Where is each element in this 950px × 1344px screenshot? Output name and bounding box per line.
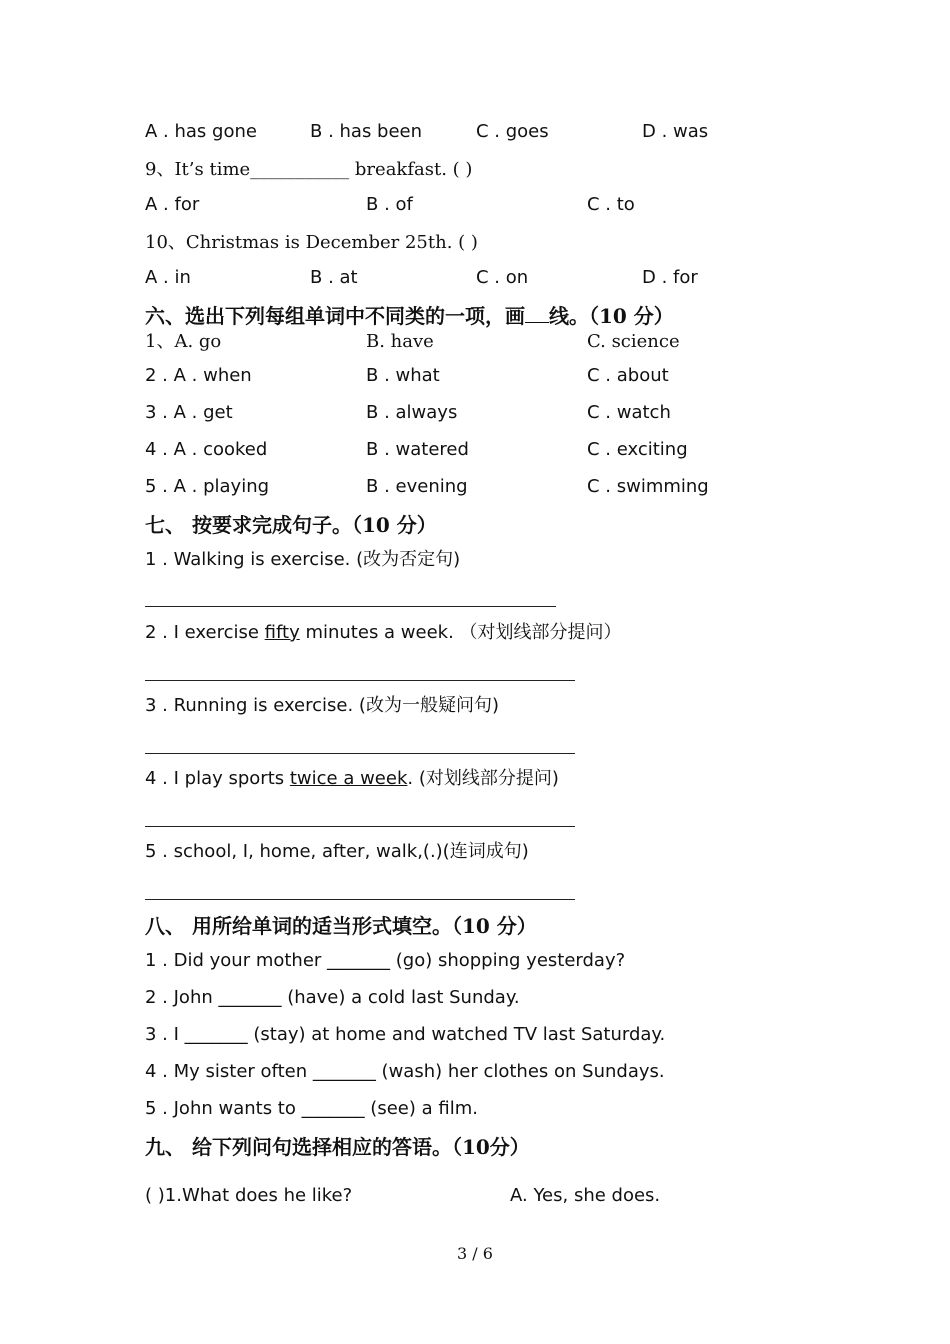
q9-option-b: B . of [366, 194, 413, 215]
q10-option-c: C . on [476, 267, 529, 288]
s6-row4-a: 4 . A . cooked [145, 439, 268, 460]
s6-row1-c: C. science [587, 331, 680, 352]
section-6-title: 六、选出下列每组单词中不同类的一项，画 线。（10 分） [145, 304, 674, 328]
q10-stem: 10、Christmas is December 25th. ( ) [145, 232, 478, 253]
q8-option-a: A . has gone [145, 121, 257, 142]
s6-row3-b: B . always [366, 402, 458, 423]
section-9-title: 九、 给下列问句选择相应的答语。（10分） [145, 1135, 530, 1159]
s6-row5-c: C . swimming [587, 476, 709, 497]
s7-answer-line-3[interactable] [145, 753, 575, 754]
s6-row1-b: B. have [366, 331, 434, 352]
s6-row5-b: B . evening [366, 476, 468, 497]
s8-item-3: 3 . I _______ (stay) at home and watched TV last Saturday. [145, 1024, 666, 1045]
s7-question-4: 4 . I play sports twice a week. (对划线部分提问) [145, 768, 559, 789]
q8-option-c: C . goes [476, 121, 549, 142]
s9-answer-a: A. Yes, she does. [510, 1185, 661, 1206]
s6-row2-b: B . what [366, 365, 440, 386]
s6-row1-a: 1、A. go [145, 331, 222, 352]
s8-item-4: 4 . My sister often _______ (wash) her clothes on Sundays. [145, 1061, 665, 1082]
s7-question-2: 2 . I exercise fifty minutes a week. （对划线部分提问） [145, 622, 622, 643]
q9-option-a: A . for [145, 194, 200, 215]
s7-question-5: 5 . school, I, home, after, walk,(.)(连词成句) [145, 841, 529, 862]
s7-answer-line-2[interactable] [145, 680, 575, 681]
s9-question-1: ( )1.What does he like? [145, 1185, 353, 1206]
q10-option-d: D . for [642, 267, 698, 288]
s6-row4-c: C . exciting [587, 439, 688, 460]
q9-option-c: C . to [587, 194, 635, 215]
section-7-title: 七、 按要求完成句子。（10 分） [145, 513, 437, 537]
s6-row2-c: C . about [587, 365, 669, 386]
q8-option-d: D . was [642, 121, 709, 142]
s8-item-5: 5 . John wants to _______ (see) a film. [145, 1098, 478, 1119]
q8-option-b: B . has been [310, 121, 423, 142]
q10-option-a: A . in [145, 267, 191, 288]
s6-row3-c: C . watch [587, 402, 671, 423]
s8-item-2: 2 . John _______ (have) a cold last Sunday. [145, 987, 520, 1008]
s7-answer-line-5[interactable] [145, 899, 575, 900]
s6-row5-a: 5 . A . playing [145, 476, 270, 497]
s6-row4-b: B . watered [366, 439, 469, 460]
q10-option-b: B . at [310, 267, 358, 288]
q9-stem: 9、It’s time___________ breakfast. ( ) [145, 159, 473, 180]
s6-row2-a: 2 . A . when [145, 365, 252, 386]
s7-question-3: 3 . Running is exercise. (改为一般疑问句) [145, 695, 499, 716]
page-number: 3 / 6 [457, 1244, 493, 1263]
s7-answer-line-1[interactable] [145, 606, 556, 607]
s7-answer-line-4[interactable] [145, 826, 575, 827]
section-8-title: 八、 用所给单词的适当形式填空。（10 分） [145, 914, 537, 938]
s8-item-1: 1 . Did your mother _______ (go) shopping yesterday? [145, 950, 626, 971]
s6-row3-a: 3 . A . get [145, 402, 233, 423]
s7-question-1: 1 . Walking is exercise. (改为否定句) [145, 549, 461, 570]
